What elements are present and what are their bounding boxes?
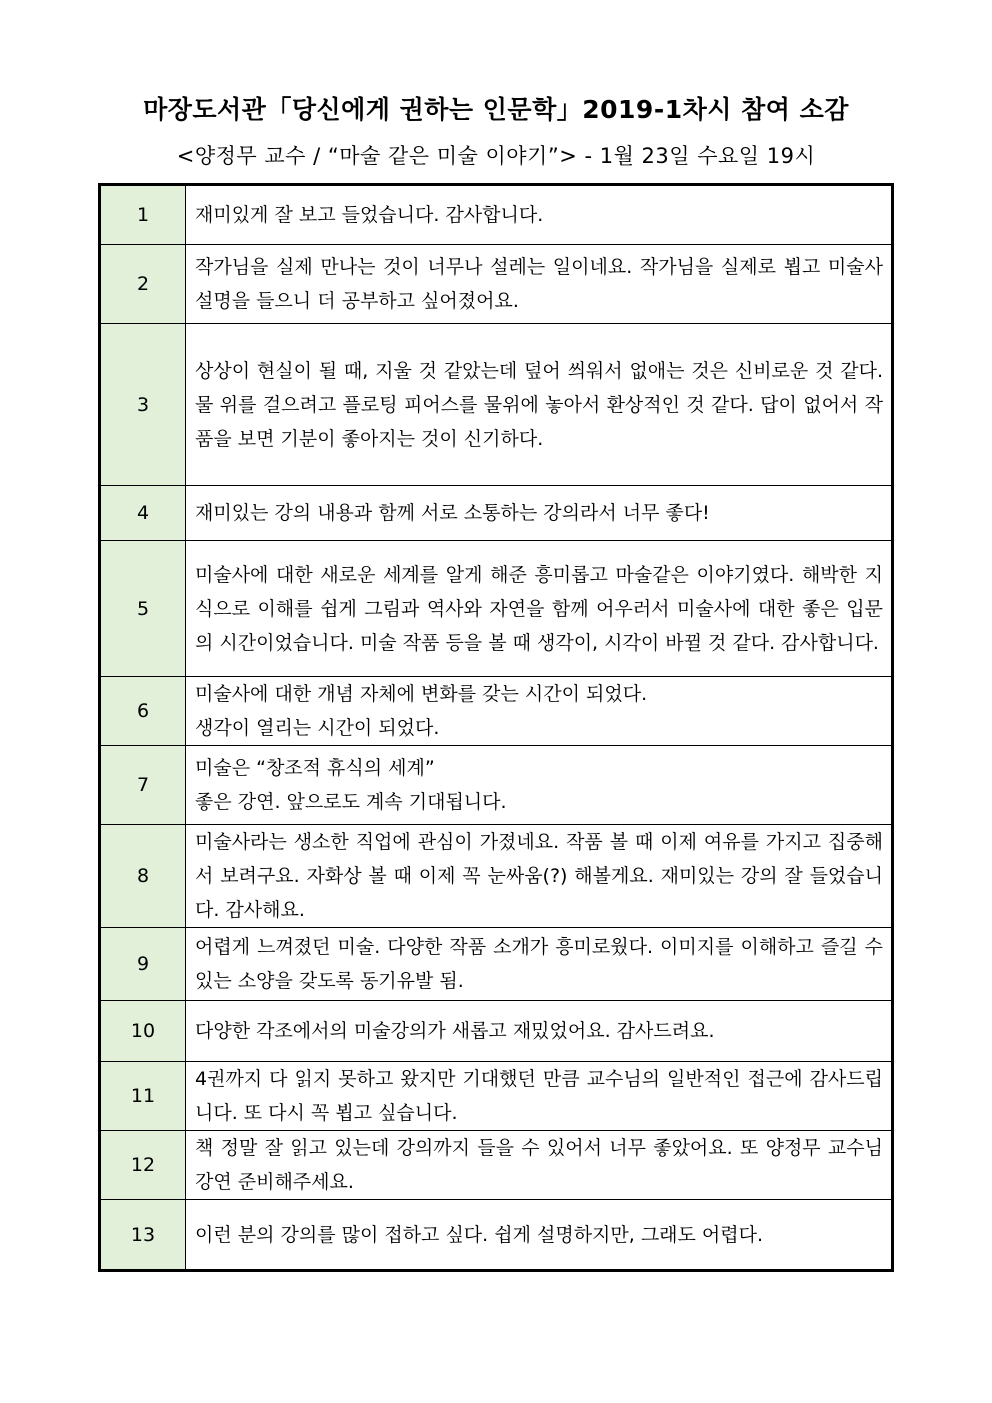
row-comment: 재미있게 잘 보고 들었습니다. 감사합니다. [186, 185, 893, 245]
row-comment: 4권까지 다 읽지 못하고 왔지만 기대했던 만큼 교수님의 일반적인 접근에 감사드립니다. 또 다시 꼭 뵙고 싶습니다. [186, 1062, 893, 1131]
table-row [100, 928, 893, 1001]
page-title: 마장도서관「당신에게 권하는 인문학」2019-1차시 참여 소감 [143, 95, 849, 124]
row-comment: 이런 분의 강의를 많이 접하고 싶다. 쉽게 설명하지만, 그래도 어렵다. [186, 1200, 893, 1271]
row-number: 2 [100, 245, 186, 324]
row-number: 1 [100, 185, 186, 245]
row-comment: 미술은 “창조적 휴식의 세계” 좋은 강연. 앞으로도 계속 기대됩니다. [186, 746, 893, 825]
table-row [100, 185, 893, 245]
row-number: 8 [100, 825, 186, 928]
row-comment: 미술사라는 생소한 직업에 관심이 가졌네요. 작품 볼 때 이제 여유를 가지고 집중해서 보려구요. 자화상 볼 때 이제 꼭 눈싸움(?) 해볼게요. 재미있는 강의 잘 들었습니다. 감사해요. [186, 825, 893, 928]
table-row [100, 245, 893, 324]
table-row [100, 677, 893, 746]
row-comment: 작가님을 실제 만나는 것이 너무나 설레는 일이네요. 작가님을 실제로 뵙고 미술사 설명을 들으니 더 공부하고 싶어졌어요. [186, 245, 893, 324]
row-number: 9 [100, 928, 186, 1001]
row-comment: 미술사에 대한 개념 자체에 변화를 갖는 시간이 되었다. 생각이 열리는 시간이 되었다. [186, 677, 893, 746]
row-comment: 다양한 각조에서의 미술강의가 새롭고 재밌었어요. 감사드려요. [186, 1001, 893, 1062]
page-subtitle: <양정무 교수 / “마술 같은 미술 이야기”> - 1월 23일 수요일 19시 [176, 144, 816, 168]
table-row [100, 324, 893, 486]
row-number: 6 [100, 677, 186, 746]
row-comment: 재미있는 강의 내용과 함께 서로 소통하는 강의라서 너무 좋다! [186, 486, 893, 541]
row-comment: 미술사에 대한 새로운 세계를 알게 해준 흥미롭고 마술같은 이야기였다. 해박한 지식으로 이해를 쉽게 그림과 역사와 자연을 함께 어우러서 미술사에 대한 좋은 입문의 시간이었습니다. 미술 작품 등을 볼 때 생각이, 시각이 바뀔 것 같다. 감사합니다. [186, 541, 893, 677]
table-row [100, 1001, 893, 1062]
table-row [100, 1131, 893, 1200]
table-row [100, 486, 893, 541]
row-comment: 어렵게 느껴졌던 미술. 다양한 작품 소개가 흥미로웠다. 이미지를 이해하고 즐길 수 있는 소양을 갖도록 동기유발 됨. [186, 928, 893, 1001]
row-number: 5 [100, 541, 186, 677]
table-row [100, 1200, 893, 1271]
table-row [100, 825, 893, 928]
row-comment: 책 정말 잘 읽고 있는데 강의까지 들을 수 있어서 너무 좋았어요. 또 양정무 교수님 강연 준비해주세요. [186, 1131, 893, 1200]
row-number: 12 [100, 1131, 186, 1200]
row-number: 7 [100, 746, 186, 825]
row-number: 3 [100, 324, 186, 486]
row-number: 4 [100, 486, 186, 541]
row-number: 10 [100, 1001, 186, 1062]
row-comment: 상상이 현실이 될 때, 지울 것 같았는데 덮어 씌워서 없애는 것은 신비로운 것 같다. 물 위를 걸으려고 플로팅 피어스를 물위에 놓아서 환상적인 것 같다. 답이 없어서 작품을 보면 기분이 좋아지는 것이 신기하다. [186, 324, 893, 486]
table-row [100, 1062, 893, 1131]
feedback-table [98, 183, 894, 1272]
row-number: 13 [100, 1200, 186, 1271]
row-number: 11 [100, 1062, 186, 1131]
table-row [100, 541, 893, 677]
table-row [100, 746, 893, 825]
